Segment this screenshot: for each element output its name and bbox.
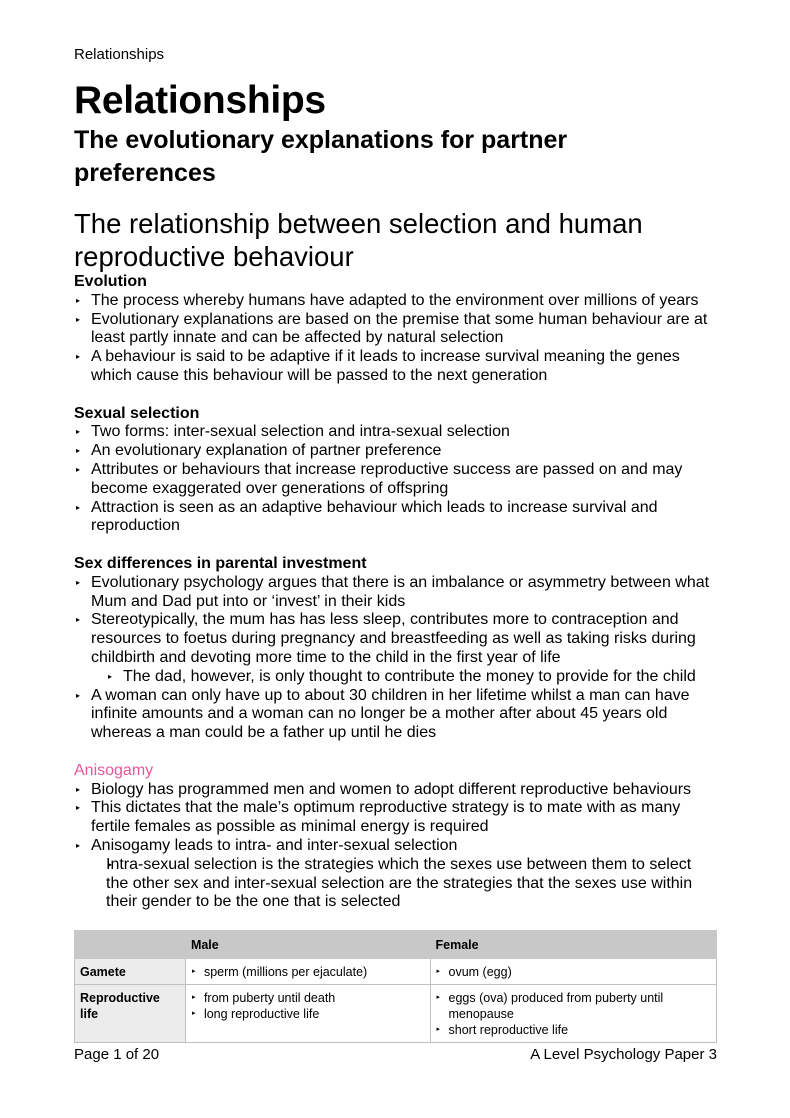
list-item: ▸ Attraction is seen as an adaptive behaviour which leads to increase survival and reproduction xyxy=(74,499,717,537)
cell-item: ▸ ovum (egg) xyxy=(436,964,711,980)
cell-item: ▸ long reproductive life xyxy=(191,1006,425,1022)
section-evolution xyxy=(74,273,717,386)
list-item: ▸ An evolutionary explanation of partner preference xyxy=(74,442,717,461)
section-heading: The relationship between selection and human reproductive behaviour xyxy=(74,208,643,272)
list-item: ▸ Anisogamy leads to intra- and inter-sexual selection xyxy=(74,837,717,856)
bullet-list xyxy=(74,423,717,536)
list-item: ▸ Attributes or behaviours that increase reproductive success are passed on and may become exaggerated over generations of offspring xyxy=(74,461,717,499)
footer-course: A Level Psychology Paper 3 xyxy=(530,1046,717,1063)
table-header-cell xyxy=(75,931,186,959)
running-header: Relationships xyxy=(74,46,165,63)
section-sexual-selection xyxy=(74,405,717,537)
document-page xyxy=(74,0,717,1118)
list-item: ▸ Biology has programmed men and women to adopt different reproductive behaviours xyxy=(74,781,717,800)
content-body xyxy=(74,273,717,931)
list-item: ▸ A woman can only have up to about 30 children in her lifetime whilst a man can have infinite amounts and a woman can no longer be a mother after about 45 years old whereas a man could be a father up until he dies xyxy=(74,687,717,743)
list-item: ▸ Two forms: inter-sexual selection and intra-sexual selection xyxy=(74,423,717,442)
cell-item: ▸ sperm (millions per ejaculate) xyxy=(191,964,425,980)
bullet-list xyxy=(74,574,717,743)
table-row xyxy=(75,985,717,1043)
page-subtitle: The evolutionary explanations for partner preferences xyxy=(74,126,568,187)
table-row xyxy=(75,959,717,985)
page-number: Page 1 of 20 xyxy=(74,1046,160,1063)
list-item: ▸ Evolutionary explanations are based on the premise that some human behaviour are at least partly innate and can be affected by natural selection xyxy=(74,311,717,349)
comparison-table xyxy=(74,930,717,1043)
section-title: Sex differences in parental investment xyxy=(74,554,367,572)
sub-list-item: ▸ The dad, however, is only thought to contribute the money to provide for the child xyxy=(74,668,717,687)
section-title: Sexual selection xyxy=(74,404,200,422)
sub-list-item: ▸ Intra-sexual selection is the strategies which the sexes use between them to select the other sex and inter-sexual selection are the strategies that the sexes use within their gender to be the one that is selected xyxy=(74,856,717,912)
list-item: ▸ This dictates that the male’s optimum reproductive strategy is to mate with as many fertile females as possible as minimal energy is required xyxy=(74,799,717,837)
cell-item: ▸ eggs (ova) produced from puberty until menopause xyxy=(436,990,711,1022)
table-header-row xyxy=(75,931,717,959)
section-anisogamy xyxy=(74,762,717,912)
list-item: ▸ Evolutionary psychology argues that there is an imbalance or asymmetry between what Mum and Dad put into or ‘invest’ in their kids xyxy=(74,574,717,612)
table-cell xyxy=(430,985,716,1043)
bullet-list xyxy=(74,292,717,386)
row-header-cell: Gamete xyxy=(75,959,186,985)
section-title: Evolution xyxy=(74,273,147,290)
row-header-cell: Reproductive life xyxy=(75,985,186,1043)
table-cell xyxy=(185,985,430,1043)
list-item: ▸ A behaviour is said to be adaptive if it leads to increase survival meaning the genes which cause this behaviour will be passed to the next generation xyxy=(74,348,717,386)
table-header-cell: Female xyxy=(430,931,716,959)
cell-item: ▸ short reproductive life xyxy=(436,1022,711,1038)
list-item: ▸ The process whereby humans have adapted to the environment over millions of years xyxy=(74,292,717,311)
bullet-list xyxy=(74,781,717,913)
table-cell xyxy=(185,959,430,985)
page-title: Relationships xyxy=(74,79,326,122)
list-item: ▸ Stereotypically, the mum has has less sleep, contributes more to contraception and resources to foetus during pregnancy and breastfeeding as well as taking risks during childbirth and devoting more time to the child in the first year of life xyxy=(74,611,717,667)
table-header-cell: Male xyxy=(185,931,430,959)
section-parental-investment xyxy=(74,555,717,743)
section-title: Anisogamy xyxy=(74,761,154,779)
table-cell xyxy=(430,959,716,985)
cell-item: ▸ from puberty until death xyxy=(191,990,425,1006)
